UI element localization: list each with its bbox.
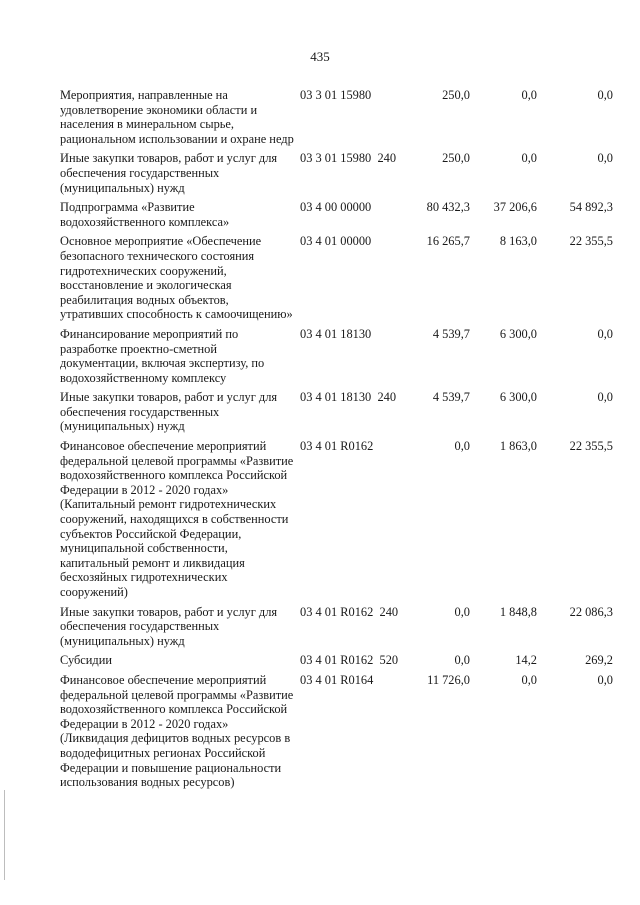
table-row: [60, 605, 620, 649]
row-value-3: 22 355,5: [569, 234, 613, 249]
row-value-3: 0,0: [597, 390, 613, 405]
row-value-3: 22 086,3: [569, 604, 613, 619]
row-value-3: 22 355,5: [569, 439, 613, 454]
row-value-1: 16 265,7: [426, 234, 470, 249]
row-value-2: 37 206,6: [493, 200, 537, 215]
row-code: 03 3 01 15980: [300, 88, 372, 102]
row-name: Субсидии: [60, 653, 112, 668]
table-row: [60, 653, 620, 668]
row-value-1: 4 539,7: [432, 390, 470, 405]
row-value-1: 0,0: [454, 653, 470, 668]
row-code: 03 4 01 R0164: [300, 672, 374, 687]
row-name: Мероприятия, направленные на удовлетворение экономики области и населения в минеральном сырье, рациональном использовании и охране недр: [60, 88, 294, 146]
row-value-1: 80 432,3: [426, 200, 470, 215]
row-value-1: 0,0: [454, 439, 470, 454]
row-name: Подпрограмма «Развитие водохозяйственного комплекса»: [60, 200, 230, 229]
table-row: [60, 327, 620, 385]
row-value-2: 0,0: [521, 88, 537, 102]
row-name: Финансирование мероприятий по разработке проектно-сметной документации, включая экспертизу, по водохозяйственному комплексу: [60, 326, 265, 385]
table-row: [60, 151, 620, 195]
page-number: 435: [310, 49, 330, 64]
row-code: 03 4 00 00000: [300, 200, 372, 215]
row-value-3: 0,0: [597, 326, 613, 341]
row-value-2: 1 848,8: [499, 604, 537, 619]
row-value-2: 14,2: [515, 653, 537, 668]
table-row: [60, 200, 620, 229]
row-value-3: 0,0: [597, 672, 613, 687]
table-row: [60, 234, 620, 322]
row-value-2: 6 300,0: [499, 390, 537, 405]
row-value-2: 6 300,0: [499, 326, 537, 341]
row-name: Иные закупки товаров, работ и услуг для обеспечения государственных (муниципальных) нужд: [60, 390, 278, 434]
row-name: Финансовое обеспечение мероприятий федеральной целевой программы «Развитие водохозяйственного комплекса Российской Федерации в 2012 - 2020 годах» (Капитальный ремонт гидротехнических сооружений, находящихся в собственности субъектов Российской Федерации, муниципальной собственности, капитальный ремонт и ликвидация бесхозяйных гидротехнических сооружений): [60, 439, 294, 599]
table-row: [60, 439, 620, 600]
scan-artifact: [4, 790, 5, 880]
row-code: 03 4 01 00000: [300, 234, 372, 249]
table-row: [60, 88, 620, 146]
row-code: 03 4 01 R0162 240: [300, 604, 399, 619]
row-value-1: 250,0: [442, 88, 470, 102]
row-code: 03 4 01 18130 240: [300, 390, 397, 405]
row-value-3: 0,0: [597, 88, 613, 102]
row-name: Иные закупки товаров, работ и услуг для обеспечения государственных (муниципальных) нужд: [60, 151, 278, 195]
row-value-3: 269,2: [585, 653, 613, 668]
table-row: [60, 673, 620, 790]
row-code: 03 4 01 R0162: [300, 439, 374, 454]
row-code: 03 4 01 18130: [300, 326, 372, 341]
row-name: Основное мероприятие «Обеспечение безопасного технического состояния гидротехнических сооружений, восстановление и экологическая реабилитация водных объектов, утративших способность к самоочищению»: [60, 234, 293, 322]
table-row: [60, 390, 620, 434]
row-code: 03 4 01 R0162 520: [300, 653, 399, 668]
budget-table: [60, 88, 620, 795]
row-value-3: 0,0: [597, 151, 613, 166]
row-value-2: 1 863,0: [499, 439, 537, 454]
row-value-2: 0,0: [521, 151, 537, 166]
row-name: Финансовое обеспечение мероприятий федеральной целевой программы «Развитие водохозяйственного комплекса Российской Федерации в 2012 - 2020 годах» (Ликвидация дефицитов водных ресурсов в вододефицитных регионах Российской Федерации и повышение рациональности использования водных ресурсов): [60, 672, 294, 790]
row-value-1: 4 539,7: [432, 326, 470, 341]
row-value-2: 8 163,0: [499, 234, 537, 249]
row-name: Иные закупки товаров, работ и услуг для обеспечения государственных (муниципальных) нужд: [60, 604, 278, 648]
row-value-3: 54 892,3: [569, 200, 613, 215]
row-value-1: 0,0: [454, 604, 470, 619]
row-value-1: 250,0: [442, 151, 470, 166]
row-code: 03 3 01 15980 240: [300, 151, 397, 166]
row-value-2: 0,0: [521, 672, 537, 687]
row-value-1: 11 726,0: [427, 672, 470, 687]
